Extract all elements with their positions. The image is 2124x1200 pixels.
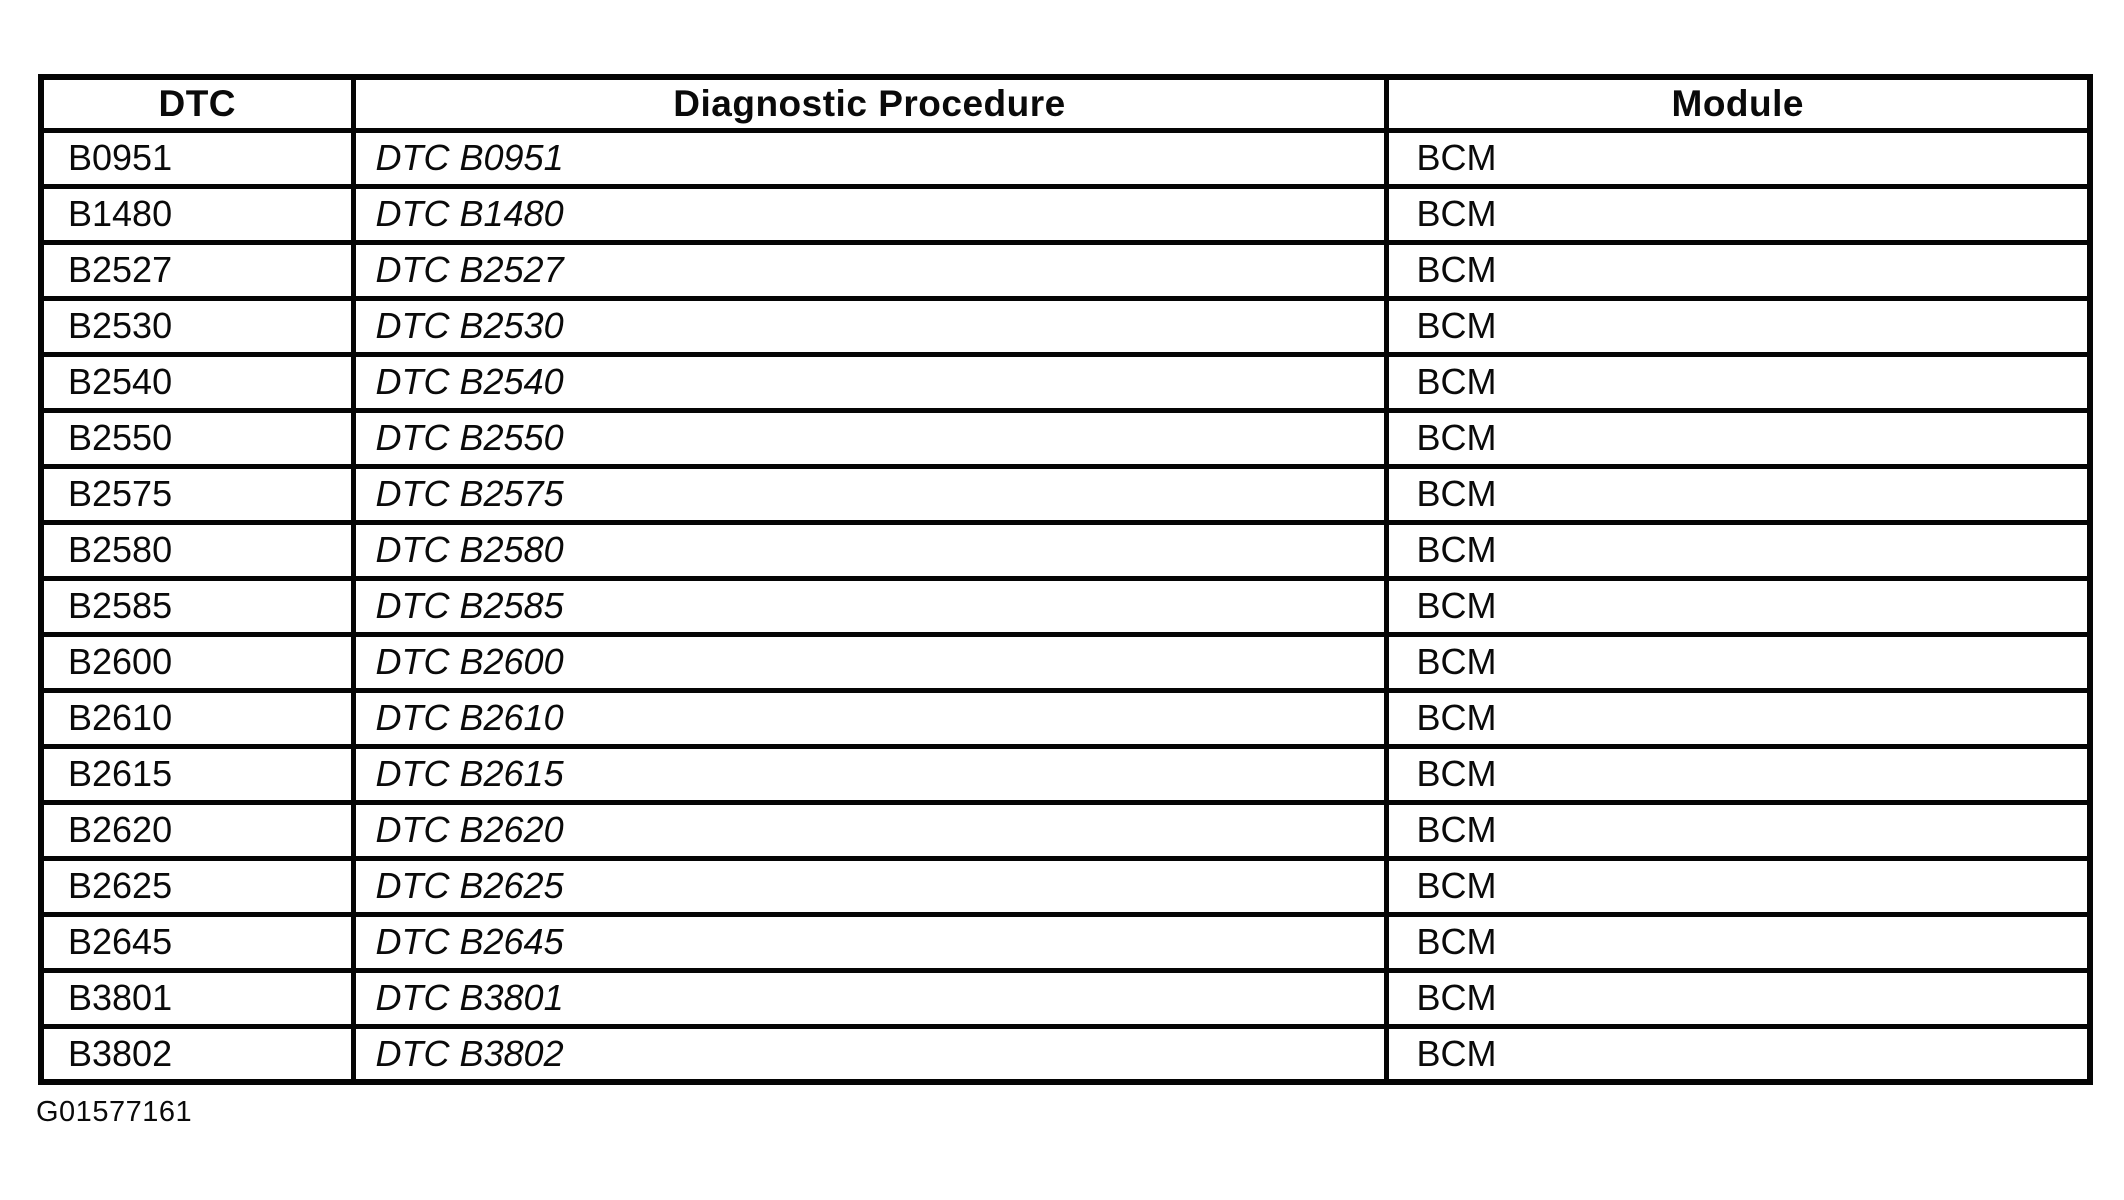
table-row <box>41 410 2090 466</box>
table-row <box>41 690 2090 746</box>
procedure-cell: DTC B2620 <box>353 802 1386 858</box>
dtc-cell: B2527 <box>41 242 353 298</box>
procedure-cell: DTC B2530 <box>353 298 1386 354</box>
procedure-cell: DTC B3801 <box>353 970 1386 1026</box>
dtc-cell: B3802 <box>41 1026 353 1082</box>
module-cell: BCM <box>1386 410 2090 466</box>
table-row <box>41 186 2090 242</box>
module-cell: BCM <box>1386 746 2090 802</box>
module-cell: BCM <box>1386 298 2090 354</box>
module-cell: BCM <box>1386 522 2090 578</box>
column-header-module: Module <box>1386 77 2090 130</box>
module-cell: BCM <box>1386 634 2090 690</box>
procedure-cell: DTC B2600 <box>353 634 1386 690</box>
module-cell: BCM <box>1386 914 2090 970</box>
table-row <box>41 802 2090 858</box>
table-header-row <box>41 77 2090 130</box>
procedure-cell: DTC B2580 <box>353 522 1386 578</box>
column-header-diagnostic-procedure: Diagnostic Procedure <box>353 77 1386 130</box>
module-cell: BCM <box>1386 970 2090 1026</box>
dtc-cell: B2610 <box>41 690 353 746</box>
table-row <box>41 242 2090 298</box>
table-row <box>41 858 2090 914</box>
table-row <box>41 298 2090 354</box>
module-cell: BCM <box>1386 690 2090 746</box>
dtc-cell: B3801 <box>41 970 353 1026</box>
procedure-cell: DTC B1480 <box>353 186 1386 242</box>
dtc-cell: B2620 <box>41 802 353 858</box>
procedure-cell: DTC B2527 <box>353 242 1386 298</box>
module-cell: BCM <box>1386 802 2090 858</box>
column-header-dtc: DTC <box>41 77 353 130</box>
table-row <box>41 634 2090 690</box>
table-row <box>41 466 2090 522</box>
dtc-cell: B2625 <box>41 858 353 914</box>
table-row <box>41 1026 2090 1082</box>
dtc-cell: B2645 <box>41 914 353 970</box>
module-cell: BCM <box>1386 186 2090 242</box>
procedure-cell: DTC B2615 <box>353 746 1386 802</box>
dtc-cell: B2585 <box>41 578 353 634</box>
procedure-cell: DTC B0951 <box>353 130 1386 186</box>
procedure-cell: DTC B2575 <box>353 466 1386 522</box>
procedure-cell: DTC B2645 <box>353 914 1386 970</box>
dtc-cell: B2540 <box>41 354 353 410</box>
dtc-cell: B0951 <box>41 130 353 186</box>
dtc-diagnostic-table <box>38 74 2093 1085</box>
procedure-cell: DTC B3802 <box>353 1026 1386 1082</box>
procedure-cell: DTC B2550 <box>353 410 1386 466</box>
module-cell: BCM <box>1386 858 2090 914</box>
procedure-cell: DTC B2625 <box>353 858 1386 914</box>
module-cell: BCM <box>1386 578 2090 634</box>
table-row <box>41 746 2090 802</box>
procedure-cell: DTC B2585 <box>353 578 1386 634</box>
table-row <box>41 914 2090 970</box>
dtc-cell: B1480 <box>41 186 353 242</box>
dtc-cell: B2580 <box>41 522 353 578</box>
table-row <box>41 522 2090 578</box>
module-cell: BCM <box>1386 130 2090 186</box>
table-body <box>41 130 2090 1082</box>
dtc-cell: B2615 <box>41 746 353 802</box>
module-cell: BCM <box>1386 354 2090 410</box>
dtc-cell: B2550 <box>41 410 353 466</box>
procedure-cell: DTC B2610 <box>353 690 1386 746</box>
table-row <box>41 130 2090 186</box>
figure-code: G01577161 <box>36 1096 193 1128</box>
procedure-cell: DTC B2540 <box>353 354 1386 410</box>
table-row <box>41 970 2090 1026</box>
table-row <box>41 578 2090 634</box>
dtc-cell: B2575 <box>41 466 353 522</box>
module-cell: BCM <box>1386 466 2090 522</box>
dtc-cell: B2530 <box>41 298 353 354</box>
table-row <box>41 354 2090 410</box>
module-cell: BCM <box>1386 1026 2090 1082</box>
module-cell: BCM <box>1386 242 2090 298</box>
dtc-cell: B2600 <box>41 634 353 690</box>
